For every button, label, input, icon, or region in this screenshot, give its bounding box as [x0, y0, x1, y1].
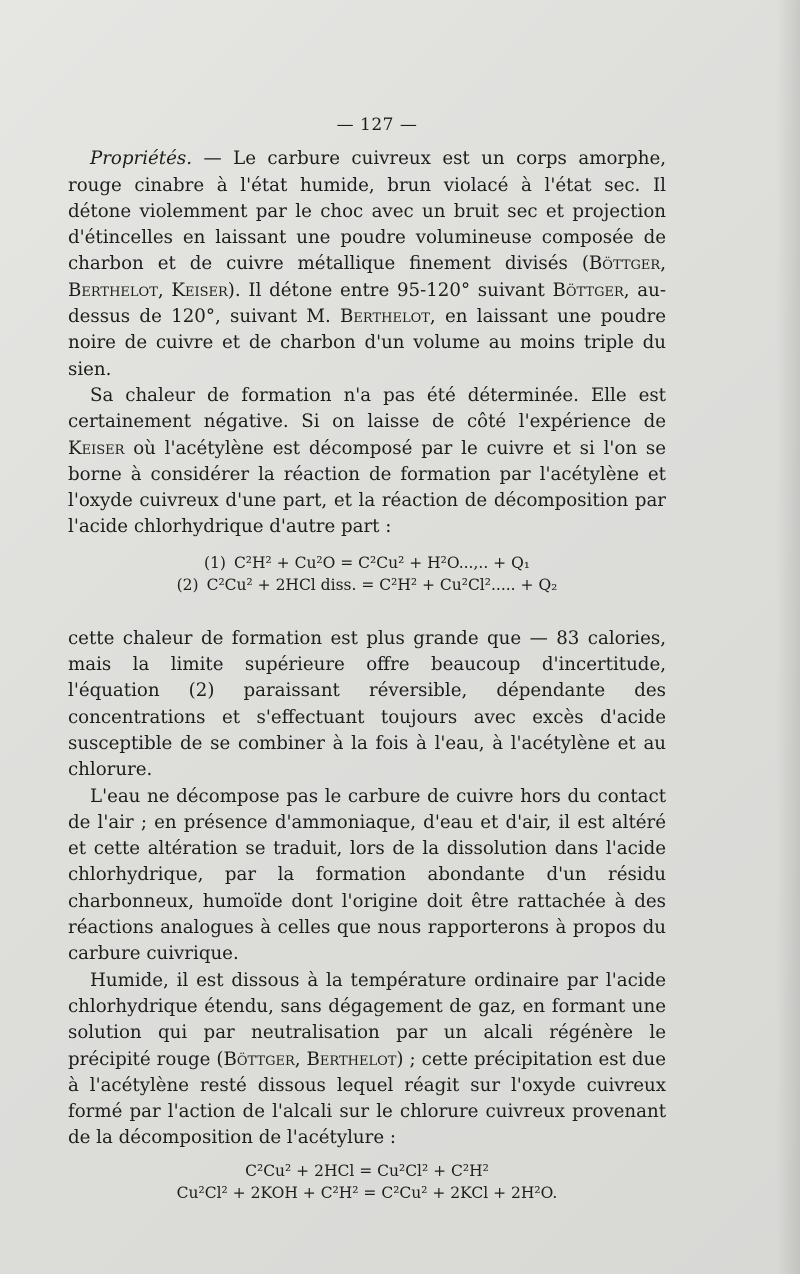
paragraph-humide: Humide, il est dissous à la température ordinaire par l'acide chlorhydrique étendu, sans dégagement de gaz, en formant une solution qui par neutralisation par un alcali régénère le précipité rouge (Böttger, Berthelot) ; cette précipitation est due à l'acétylène resté dissous lequel réagit sur l'oxyde cuivreux formé par l'action de l'alcali sur le chlorure cuivreux provenant de la décomposition de l'acétylure :: [68, 969, 666, 1149]
paragraph-eau: L'eau ne décompose pas le carbure de cuivre hors du contact de l'air ; en présence d'ammoniaque, d'eau et d'air, il est altéré et cette altération se traduit, lors de la dissolution dans l'acide chlorhydrique, par la formation abondante d'un résidu charbonneux, humoïde dont l'origine doit être rattachée à des réactions analogues à celles que nous rapporterons à propos du carbure cuivrique.: [68, 785, 666, 965]
paragraph-chaleur: Sa chaleur de formation n'a pas été déterminée. Elle est certainement négative. Si on laisse de côté l'expérience de Keiser où l'acétylène est décomposé par le cuivre et si l'on se borne à considérer la réaction de formation par l'acétylène et l'oxyde cuivreux d'une part, et la réaction de décomposition par l'acide chlorhydrique d'autre part :: [68, 384, 666, 538]
paragraph-proprietes: Propriétés. — Le carbure cuivreux est un corps amorphe, rouge cinabre à l'état humide, brun violacé à l'état sec. Il détone violemment par le choc avec un bruit sec et projection d'étincelles en laissant une poudre volumineuse composée de charbon et de cuivre métallique finement divisés (Böttger, Berthelot, Keiser). Il détone entre 95-120° suivant Böttger, au-dessus de 120°, suivant M. Berthelot, en laissant une poudre noire de cuivre et de charbon d'un volume au moins triple du sien.: [68, 148, 666, 380]
equation-1: (1) C²H² + Cu²O = C²Cu² + H²O...,.. + Q₁: [203, 553, 531, 572]
page-number: — 127 —: [336, 115, 418, 135]
equation-number: (1): [203, 553, 226, 572]
author-ref: Keiser: [171, 279, 228, 301]
author-ref: Berthelot: [340, 306, 430, 328]
paragraph-limite: cette chaleur de formation est plus grande que — 83 calories, mais la limite supérieure offre beaucoup d'incertitude, l'équation (2) paraissant réversible, dépendante des concentrations et s'effectuant toujours avec excès d'acide susceptible de se combiner à la fois à l'eau, à l'acétylène et au chlorure.: [68, 627, 666, 781]
author-ref: Berthelot: [306, 1048, 397, 1070]
equation-group-precipitation: [68, 1160, 666, 1204]
equation-4: Cu²Cl² + 2KOH + C²H² = C²Cu² + 2KCl + 2H²O.: [176, 1183, 558, 1202]
equation-2: (2) C²Cu² + 2HCl diss. = C²H² + Cu²Cl²..... + Q₂: [176, 575, 558, 594]
author-ref: Böttger: [223, 1048, 295, 1070]
author-ref: Keiser: [68, 437, 125, 459]
author-ref: Berthelot: [68, 279, 158, 301]
equation-number: (2): [176, 575, 199, 594]
equation-group-formation: [68, 552, 666, 596]
author-ref: Böttger: [552, 279, 624, 301]
page-text: [68, 112, 666, 1204]
section-lead: Propriétés.: [90, 148, 192, 170]
author-ref: Böttger: [588, 253, 661, 275]
equation-3: C²Cu² + 2HCl = Cu²Cl² + C²H²: [245, 1161, 489, 1180]
